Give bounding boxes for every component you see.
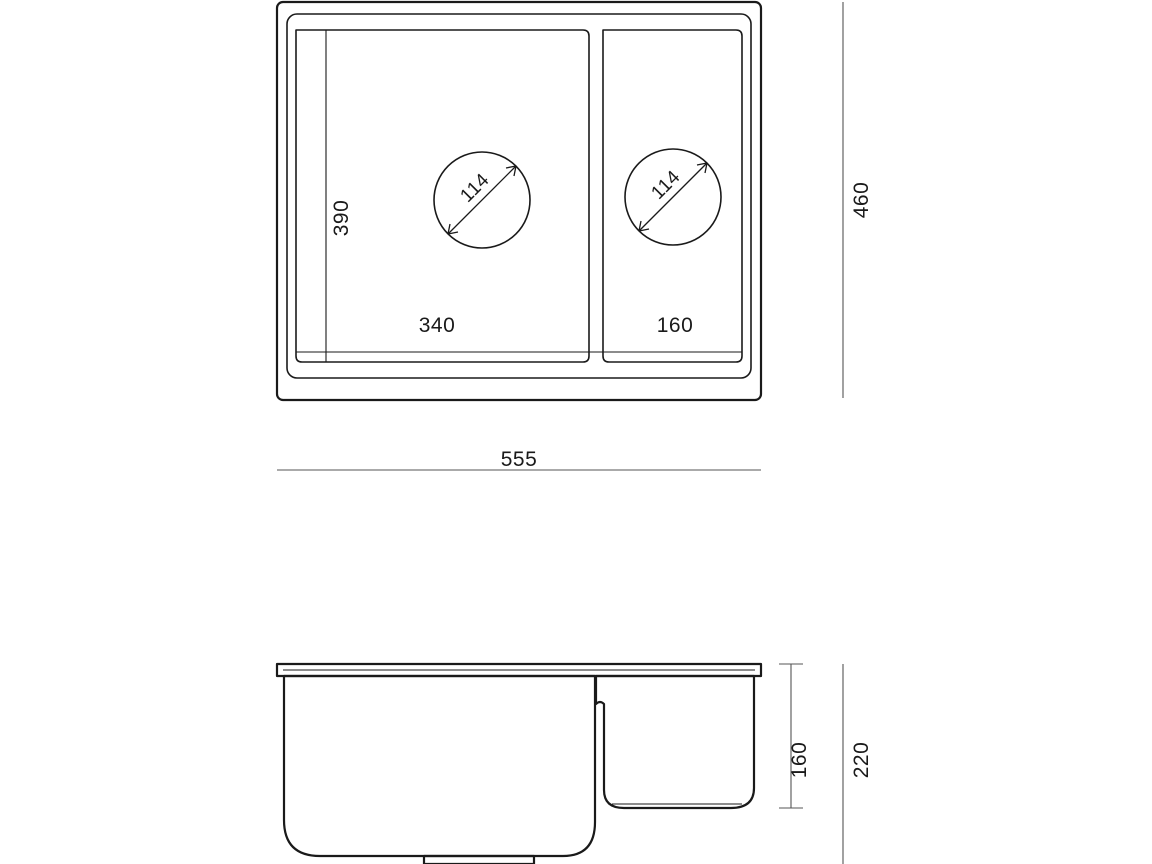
- dimension-label-220-height: 220: [850, 741, 873, 779]
- dimension-label-114-main: 114: [456, 169, 494, 207]
- front-small-bowl-body: [596, 676, 754, 808]
- front-view-group: [277, 664, 843, 864]
- dimension-label-460: 460: [850, 181, 873, 219]
- dimension-label-390: 390: [330, 199, 353, 237]
- dimension-label-340: 340: [418, 314, 456, 337]
- front-main-bowl-body: [284, 676, 595, 856]
- dimension-label-555: 555: [500, 448, 538, 471]
- dimension-label-160-bowl: 160: [656, 314, 694, 337]
- main-bowl-outline: [296, 30, 589, 362]
- dimension-label-114-small: 114: [647, 166, 685, 204]
- front-drain-boss: [424, 856, 534, 864]
- top-view-group: [277, 2, 843, 470]
- dimension-label-160-height: 160: [788, 741, 811, 779]
